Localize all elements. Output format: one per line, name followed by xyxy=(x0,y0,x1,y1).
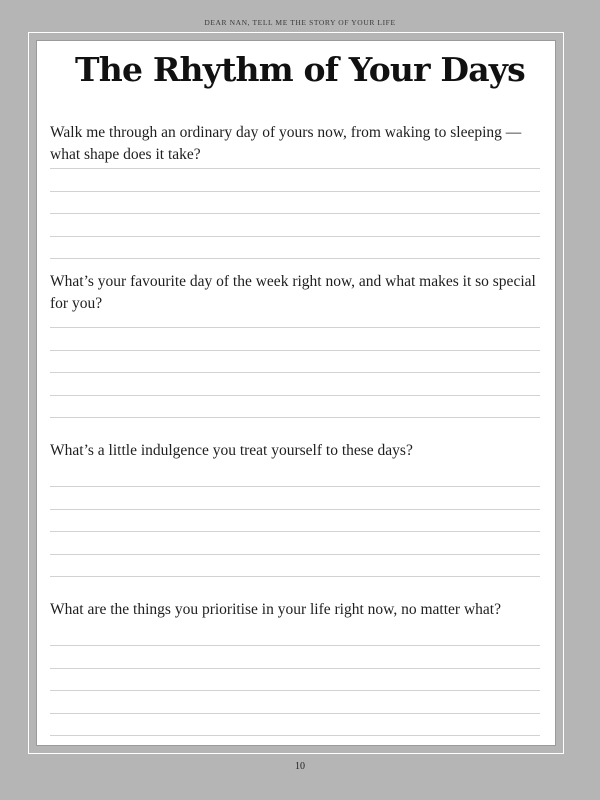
answer-line[interactable] xyxy=(50,191,540,192)
answer-line[interactable] xyxy=(50,168,540,169)
answer-line[interactable] xyxy=(50,395,540,396)
question-4-text: What are the things you prioritise in your life right now, no matter what? xyxy=(50,601,501,618)
answer-line[interactable] xyxy=(50,735,540,736)
answer-line[interactable] xyxy=(50,417,540,418)
answer-line[interactable] xyxy=(50,258,540,259)
answer-line[interactable] xyxy=(50,531,540,532)
question-1 xyxy=(50,122,540,166)
answer-line[interactable] xyxy=(50,645,540,646)
answer-line[interactable] xyxy=(50,213,540,214)
answer-line[interactable] xyxy=(50,486,540,487)
question-1-text: Walk me through an ordinary day of yours now, from waking to sleeping — what shape does it take? xyxy=(50,124,522,163)
answer-line[interactable] xyxy=(50,576,540,577)
answer-line[interactable] xyxy=(50,350,540,351)
answer-line[interactable] xyxy=(50,554,540,555)
running-header: DEAR NAN, TELL ME THE STORY OF YOUR LIFE xyxy=(204,18,396,27)
question-3-text: What’s a little indulgence you treat yourself to these days? xyxy=(50,442,413,459)
question-3 xyxy=(50,440,540,462)
answer-line[interactable] xyxy=(50,236,540,237)
question-4 xyxy=(50,599,540,621)
answer-line[interactable] xyxy=(50,372,540,373)
answer-line[interactable] xyxy=(50,690,540,691)
answer-line[interactable] xyxy=(50,668,540,669)
answer-line[interactable] xyxy=(50,713,540,714)
answer-line[interactable] xyxy=(50,509,540,510)
page-title: The Rhythm of Your Days xyxy=(75,50,525,89)
question-2 xyxy=(50,271,540,315)
answer-line[interactable] xyxy=(50,327,540,328)
page-number: 10 xyxy=(295,761,305,772)
question-2-text: What’s your favourite day of the week right now, and what makes it so special for you? xyxy=(50,273,536,312)
